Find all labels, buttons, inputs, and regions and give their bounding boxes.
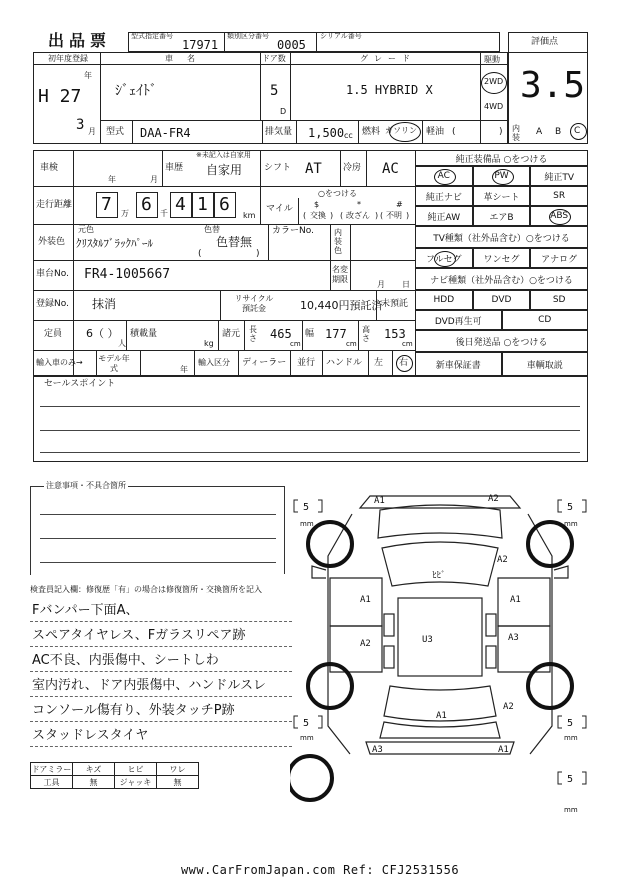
tire-rr-unit: mm xyxy=(564,734,578,742)
equip-row5-0: HDD xyxy=(415,290,473,310)
class-number: 0005 xyxy=(277,38,306,52)
height-value: 153 xyxy=(384,327,406,341)
equip-selected-circle xyxy=(492,169,514,185)
damage-left-rear-door: A2 xyxy=(360,639,371,649)
equip-row7-0: 新車保証書 xyxy=(415,352,502,376)
left-front-door-shape xyxy=(330,578,382,626)
name-change-day: 日 xyxy=(402,280,410,289)
year-unit: 年 xyxy=(84,71,92,80)
equip-row6-1: CD xyxy=(502,310,589,330)
damage-windshield: ﾋﾋﾞ xyxy=(432,571,446,581)
interior-grade-label: 内装 xyxy=(512,124,520,142)
recycle-unpaid: 未預託 xyxy=(381,299,409,309)
dim-label: 諸元 xyxy=(222,329,241,339)
right-mirror-shape xyxy=(554,566,568,578)
cc-unit: cc xyxy=(344,131,353,140)
color-code-label: カラーNo. xyxy=(272,226,314,236)
front-right-tire xyxy=(528,522,572,566)
notes-label: 注意事項・不具合箇所 xyxy=(46,481,126,490)
legend-headers-3: ワレ xyxy=(156,762,199,776)
drive-2wd: 2WD xyxy=(484,77,504,86)
tire-spare-unit: mm xyxy=(564,806,578,814)
footer-ref: www.CarFromJapan.com Ref: CFJ2531556 xyxy=(180,863,460,877)
reg-label: 登録No. xyxy=(36,299,69,309)
mileage-digit-3: 4 xyxy=(175,194,186,215)
inspection-month-unit: 月 xyxy=(150,175,158,184)
unknown-symbol: # xyxy=(396,200,403,209)
interior-b: B xyxy=(555,127,562,137)
ac-label: 冷房 xyxy=(343,163,362,173)
grade-label: グレード xyxy=(360,54,416,63)
damage-right-front-door: A1 xyxy=(510,595,521,605)
dealer-option: ディーラー xyxy=(242,358,287,368)
mileage-mark-note: ○をつける xyxy=(318,189,357,198)
mileage-label: 走行距離 xyxy=(36,200,73,210)
equip-row3-1: エアB xyxy=(473,206,531,226)
inspector-label: 検査員記入欄：修復歴「有」の場合は修復箇所・交換箇所を記入 xyxy=(30,585,262,594)
color-change-value: 色替無 xyxy=(216,235,253,249)
history-label: 車歴 xyxy=(165,163,184,173)
model-cert-number: 17971 xyxy=(182,38,219,52)
legend-values-2: ジャッキ xyxy=(114,775,157,789)
inspection-label: 車検 xyxy=(40,163,59,173)
equip-row1-0: AC xyxy=(415,166,473,186)
inspector-note-line: スタッドレスタイヤ xyxy=(32,728,149,743)
reg-value: 抹消 xyxy=(92,297,117,311)
left-mirror-shape xyxy=(312,566,326,578)
damage-rear-right: A2 xyxy=(503,702,514,712)
car-name-label: 車名 xyxy=(165,54,209,63)
name-change-label: 名変期限 xyxy=(332,265,348,284)
swap-symbol: $ xyxy=(314,200,320,209)
score-label: 評価点 xyxy=(531,37,559,47)
model-value: DAA-FR4 xyxy=(140,126,191,140)
front-left-tire xyxy=(308,522,352,566)
mileage-digit-1: 7 xyxy=(101,194,112,215)
damage-right-rear-door: A3 xyxy=(508,633,519,643)
model-year-label: モデル年式 xyxy=(98,354,130,373)
model-label: 型式 xyxy=(106,127,125,137)
equip-row3-0: 純正AW xyxy=(415,206,473,226)
history-note: ※未記入は自家用 xyxy=(196,151,251,159)
equip-title-tv: TV種類（社外品含む）○をつける xyxy=(415,226,588,248)
tire-spare-value: 5 xyxy=(567,774,574,785)
damage-roof: U3 xyxy=(422,635,433,645)
unknown-label: 不明 xyxy=(386,211,402,220)
model-cert-label: 型式指定番号 xyxy=(131,32,173,40)
equip-row4-2: アナログ xyxy=(530,248,588,268)
model-year-unit: 年 xyxy=(180,365,188,374)
tire-rl-unit: mm xyxy=(300,734,314,742)
door-type: D xyxy=(280,107,287,116)
equip-row2-0: 純正ナビ xyxy=(415,186,473,206)
equip-title-genuine: 純正装備品 ○をつける xyxy=(415,150,588,166)
first-reg-label: 初年度登録 xyxy=(48,54,88,63)
right-front-door-shape xyxy=(498,578,550,626)
tire-rl-value: 5 xyxy=(303,718,310,729)
equip-selected-circle xyxy=(434,169,456,185)
first-reg-year: H 27 xyxy=(38,86,82,107)
length-cm: cm xyxy=(290,340,301,348)
doors-value: 5 xyxy=(270,83,279,99)
capacity-label: 定員 xyxy=(44,329,63,339)
equip-selected-circle xyxy=(434,251,456,267)
tire-fr-value: 5 xyxy=(567,502,574,513)
handle-label: ハンドル xyxy=(326,358,363,368)
car-name: ｼﾞｪｲﾄﾞ xyxy=(115,83,157,99)
equip-row2-1: 革シート xyxy=(473,186,531,206)
inspector-note-line: AC不良、内張傷中、シートしわ xyxy=(32,653,219,668)
legend-values-3: 無 xyxy=(156,775,199,789)
legend-headers-2: ヒビ xyxy=(114,762,157,776)
swap-label: 交換 xyxy=(310,211,326,220)
damage-rear-bumper-left: A3 xyxy=(372,745,383,755)
legend-values-0: 工具 xyxy=(30,775,73,789)
capacity-unit: 人 xyxy=(118,339,126,348)
drive-label: 駆動 xyxy=(484,55,500,64)
ac-value: AC xyxy=(382,161,399,177)
inspector-note-line: スペアタイヤレス、Fガラスリペア跡 xyxy=(32,628,246,643)
serial-label: シリアル番号 xyxy=(320,32,362,40)
history-value: 自家用 xyxy=(206,163,243,177)
score-value: 3.5 xyxy=(520,65,586,106)
recycle-value: 10,440円預託済 xyxy=(300,299,383,312)
equip-title-navi: ナビ種類（社外品含む）○をつける xyxy=(415,268,588,290)
import-type-label: 輸入区分 xyxy=(198,358,230,367)
tamper-symbol: * xyxy=(357,200,361,209)
tire-rr-value: 5 xyxy=(567,718,574,729)
capacity-value: 6（ ） xyxy=(86,327,119,340)
left-option: 左 xyxy=(374,358,384,368)
sales-point-label: セールスポイント xyxy=(44,379,116,389)
equip-row7-1: 車輌取説 xyxy=(502,352,589,376)
load-unit: kg xyxy=(204,339,214,348)
tire-fl-unit: mm xyxy=(300,520,314,528)
first-reg-month: 3 xyxy=(76,117,85,133)
rear-bumper-shape xyxy=(366,742,514,754)
tire-fl-value: 5 xyxy=(303,502,310,513)
length-label: 長さ xyxy=(249,325,257,343)
displacement-value: 1,500 xyxy=(308,126,345,140)
equip-row5-2: SD xyxy=(530,290,588,310)
sheet-title: 出品票 xyxy=(48,31,112,50)
inspector-note-line: Fバンパー下面A、 xyxy=(32,603,139,618)
mileage-man-unit: 万 xyxy=(121,209,129,218)
damage-left-front-door: A1 xyxy=(360,595,371,605)
class-label: 類別区分番号 xyxy=(227,32,269,40)
tire-fr-unit: mm xyxy=(564,520,578,528)
legend-headers-0: ドアミラー xyxy=(30,762,73,776)
chassis-label: 車台No. xyxy=(36,269,69,279)
equip-row1-1: PW xyxy=(473,166,531,186)
car-diagram xyxy=(290,486,590,816)
tamper-label: 改ざん xyxy=(346,211,370,220)
interior-a: A xyxy=(536,127,543,137)
mile-label: マイル xyxy=(266,204,293,214)
width-label: 幅 xyxy=(305,329,315,339)
recycle-label: リサイクル預託金 xyxy=(234,294,274,313)
interior-color-label: 内装色 xyxy=(334,228,342,255)
mileage-digit-2: 6 xyxy=(141,194,152,215)
equip-selected-circle xyxy=(549,209,571,225)
shift-value: AT xyxy=(305,161,322,177)
mileage-digit-5: 6 xyxy=(219,194,230,215)
fuel-label: 燃料 xyxy=(362,127,381,137)
tailgate-shape xyxy=(380,722,500,738)
equip-row3-2: ABS xyxy=(530,206,588,226)
hood-shape xyxy=(378,505,502,538)
length-value: 465 xyxy=(270,327,292,341)
damage-right-fender: A2 xyxy=(497,555,508,565)
width-value: 177 xyxy=(325,327,347,341)
mileage-sen-unit: 千 xyxy=(160,209,168,218)
damage-front-right: A2 xyxy=(488,494,499,504)
import-label: 輸入車のみ→ xyxy=(36,358,83,367)
equip-row5-1: DVD xyxy=(473,290,531,310)
left-side-outline xyxy=(328,514,352,754)
spare-tire xyxy=(290,756,332,800)
shift-label: シフト xyxy=(264,163,292,173)
load-label: 積載量 xyxy=(130,329,158,339)
height-cm: cm xyxy=(402,340,413,348)
drive-4wd: 4WD xyxy=(484,102,504,111)
sales-point-box xyxy=(33,376,588,462)
equip-title-later: 後日発送品 ○をつける xyxy=(415,330,588,352)
equip-row4-1: ワンセグ xyxy=(473,248,531,268)
displacement-label: 排気量 xyxy=(265,127,293,137)
right-side-outline xyxy=(528,514,552,754)
equip-row1-2: 純正TV xyxy=(530,166,588,186)
inspector-note-line: 室内汚れ、ドア内張傷中、ハンドルスレ xyxy=(32,678,267,693)
mileage-digit-4: 1 xyxy=(197,194,208,215)
equip-row2-2: SR xyxy=(530,186,588,206)
damage-rear-center: A1 xyxy=(436,711,447,721)
height-label: 高さ xyxy=(362,325,370,343)
doors-label: ドア数 xyxy=(262,54,286,63)
equip-row4-0: フルセグ xyxy=(415,248,473,268)
inspection-year-unit: 年 xyxy=(108,175,116,184)
inspector-note-line: コンソール傷有り、外装タッチP跡 xyxy=(32,703,235,718)
fuel-value: ガソリン xyxy=(385,126,417,135)
width-cm: cm xyxy=(346,340,357,348)
diesel-label: 軽油 xyxy=(426,127,445,137)
damage-rear-bumper-right: A1 xyxy=(498,745,509,755)
equip-row6-0: DVD再生可 xyxy=(415,310,502,330)
grade-value: 1.5 HYBRID X xyxy=(346,83,433,97)
color-change-label: 色替 xyxy=(204,225,220,234)
damage-front-bumper: A1 xyxy=(374,496,385,506)
chassis-value: FR4-1005667 xyxy=(84,267,171,282)
color-value: ｸﾘｽﾀﾙﾌﾞﾗｯｸﾊﾟｰﾙ xyxy=(76,237,153,250)
parallel-option: 並行 xyxy=(297,358,316,368)
km-unit: km xyxy=(243,211,256,220)
month-unit: 月 xyxy=(88,127,96,136)
legend-headers-1: キズ xyxy=(72,762,115,776)
color-label: 外装色 xyxy=(38,237,66,247)
orig-color-label: 元色 xyxy=(78,225,94,234)
right-option: 右 xyxy=(399,358,409,368)
interior-c: C xyxy=(574,126,581,136)
name-change-month: 月 xyxy=(377,280,385,289)
legend-values-1: 無 xyxy=(72,775,115,789)
roof-shape xyxy=(398,598,482,676)
